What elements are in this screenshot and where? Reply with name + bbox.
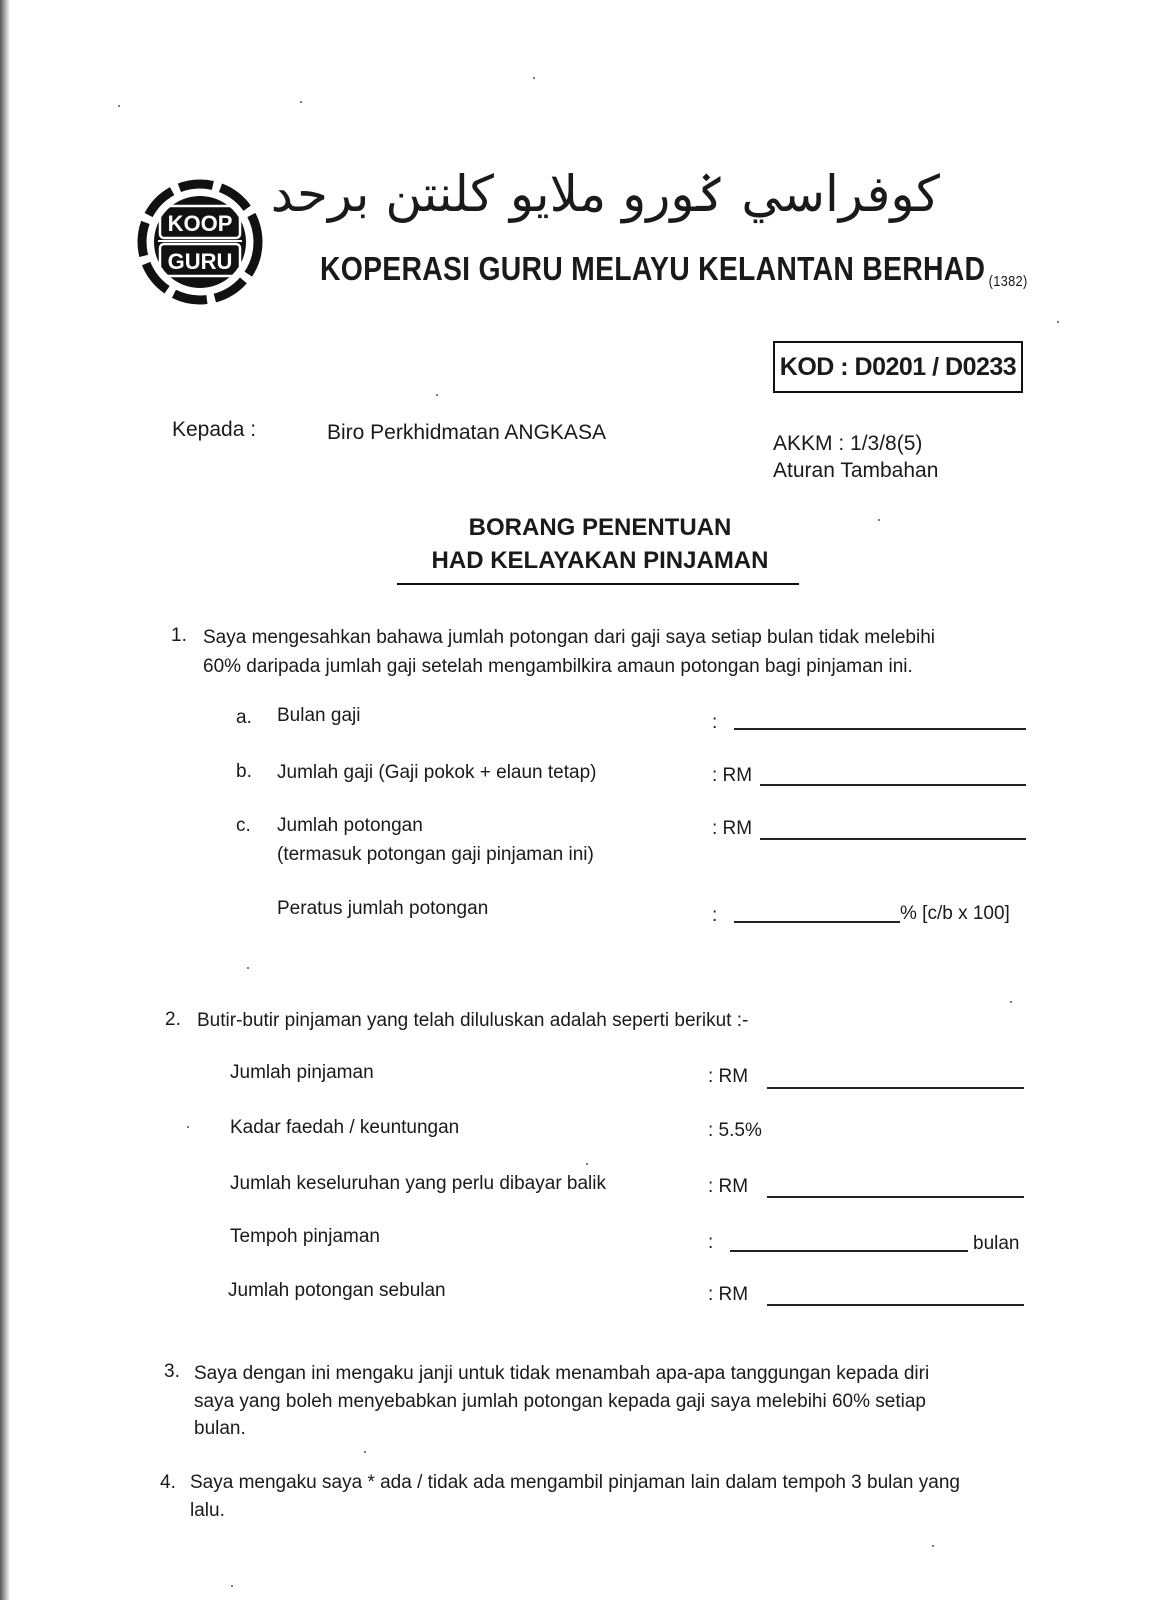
peratus-field[interactable] <box>734 921 900 923</box>
item-b-label: Jumlah gaji (Gaji pokok + elaun tetap) <box>277 762 597 783</box>
section3-line3: bulan. <box>194 1418 246 1439</box>
section1-text-line2: 60% daripada jumlah gaji setelah mengambilkira amaun potongan bagi pinjaman ini. <box>203 656 913 677</box>
section3-number: 3. <box>164 1361 180 1382</box>
jumlah-keseluruhan-field[interactable] <box>767 1196 1024 1198</box>
scan-speck <box>364 1451 366 1453</box>
scan-speck <box>878 519 880 521</box>
row-jumlah-keseluruhan-label: Jumlah keseluruhan yang perlu dibayar balik <box>230 1173 607 1194</box>
item-b-letter: b. <box>236 761 252 782</box>
section4-line1: Saya mengaku saya * ada / tidak ada mengambil pinjaman lain dalam tempoh 3 bulan yang <box>190 1472 960 1493</box>
scan-speck <box>187 1126 189 1128</box>
title-underline <box>397 583 799 585</box>
row-jumlah-keseluruhan-sep: : RM <box>708 1176 749 1197</box>
scan-speck <box>118 105 120 107</box>
section2-text: Butir-butir pinjaman yang telah diluluskan adalah seperti berikut :- <box>197 1010 749 1031</box>
scan-speck <box>300 101 302 103</box>
scan-speck <box>586 1163 588 1165</box>
row-tempoh-label: Tempoh pinjaman <box>230 1226 380 1247</box>
peratus-suffix: % [c/b x 100] <box>900 903 1010 924</box>
section4-number: 4. <box>160 1472 176 1493</box>
kepada-value: Biro Perkhidmatan ANGKASA <box>327 421 606 444</box>
org-name-text: KOPERASI GURU MELAYU KELANTAN BERHAD <box>320 250 986 287</box>
row-potongan-sebulan-sep: : RM <box>708 1284 749 1305</box>
reference-code: AKKM : 1/3/8(5) <box>773 432 923 455</box>
section3-line1: Saya dengan ini mengaku janji untuk tidak menambah apa-apa tanggungan kepada diri <box>194 1363 930 1384</box>
form-title-line1: BORANG PENENTUAN <box>468 514 732 541</box>
row-jumlah-pinjaman-sep: : RM <box>708 1066 749 1087</box>
item-a-sep: : <box>712 712 718 733</box>
logo-text-top: KOOP <box>167 211 233 236</box>
section1-number: 1. <box>171 625 187 646</box>
scan-edge <box>0 0 10 1600</box>
jawi-org-name: كوفراسي ݢورو ملايو كلنتن برحد <box>270 165 940 223</box>
item-c-letter: c. <box>236 815 251 836</box>
koperasi-logo <box>128 170 272 314</box>
peratus-label: Peratus jumlah potongan <box>277 898 489 919</box>
kepada-label: Kepada : <box>172 418 257 441</box>
reference-note: Aturan Tambahan <box>773 459 939 482</box>
scan-speck <box>1010 1001 1012 1003</box>
item-c-label-note: (termasuk potongan gaji pinjaman ini) <box>277 844 594 865</box>
row-tempoh-sep: : <box>708 1232 714 1253</box>
scan-speck <box>436 394 438 396</box>
section3-line2: saya yang boleh menyebabkan jumlah potongan kepada gaji saya melebihi 60% setiap <box>194 1391 927 1412</box>
org-name <box>320 250 1028 290</box>
kod-box: KOD : D0201 / D0233 <box>773 341 1023 393</box>
row-tempoh-suffix: bulan <box>973 1233 1020 1254</box>
jumlah-gaji-field[interactable] <box>760 784 1026 786</box>
item-c-label: Jumlah potongan <box>277 815 423 836</box>
bulan-gaji-field[interactable] <box>734 728 1026 730</box>
scan-speck <box>1057 321 1059 323</box>
form-title-line2: HAD KELAYAKAN PINJAMAN <box>431 547 769 574</box>
org-number: (1382) <box>988 273 1028 290</box>
scan-speck <box>247 967 249 969</box>
section2-number: 2. <box>165 1009 181 1030</box>
item-a-label: Bulan gaji <box>277 705 361 726</box>
section1-text-line1: Saya mengesahkan bahawa jumlah potongan dari gaji saya setiap bulan tidak melebihi <box>203 627 935 648</box>
row-kadar-faedah-label: Kadar faedah / keuntungan <box>230 1117 460 1138</box>
jumlah-pinjaman-field[interactable] <box>767 1087 1024 1089</box>
item-c-sep: : RM <box>712 818 753 839</box>
scan-speck <box>932 1545 934 1547</box>
row-potongan-sebulan-label: Jumlah potongan sebulan <box>228 1280 446 1301</box>
logo-text-bottom: GURU <box>167 249 233 274</box>
item-a-letter: a. <box>236 707 252 728</box>
peratus-sep: : <box>712 905 718 926</box>
scan-speck <box>231 1585 233 1587</box>
scan-speck <box>533 77 535 79</box>
item-b-sep: : RM <box>712 765 753 786</box>
section4-line2: lalu. <box>190 1500 225 1521</box>
jumlah-potongan-field[interactable] <box>760 838 1026 840</box>
potongan-sebulan-field[interactable] <box>767 1304 1024 1306</box>
row-jumlah-pinjaman-label: Jumlah pinjaman <box>230 1062 374 1083</box>
tempoh-pinjaman-field[interactable] <box>730 1250 968 1252</box>
row-kadar-faedah-value: : 5.5% <box>708 1120 762 1141</box>
